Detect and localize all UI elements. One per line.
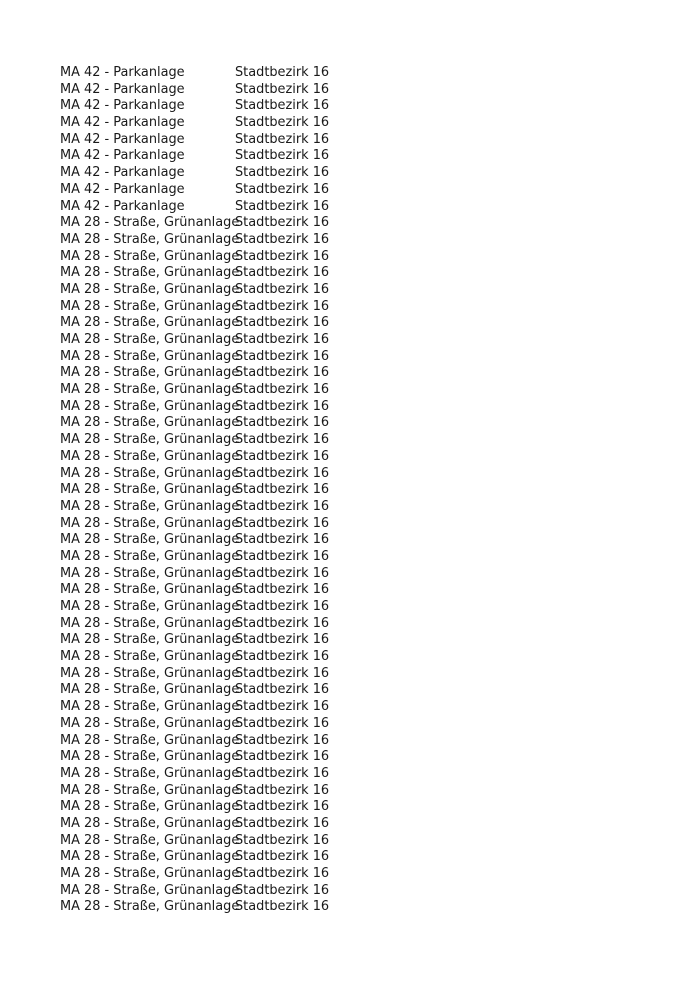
table-row	[60, 482, 355, 499]
cell-source: MA 42 - Parkanlage	[60, 81, 185, 97]
cell-source: MA 42 - Parkanlage	[60, 165, 185, 181]
table-row	[60, 599, 355, 616]
table-row	[60, 165, 355, 182]
cell-district: Stadtbezirk 16	[235, 866, 330, 881]
cell-source: MA 28 - Straße, Grünanlage	[60, 248, 240, 264]
cell-source: MA 42 - Parkanlage	[60, 131, 185, 147]
cell-district: Stadtbezirk 16	[235, 615, 330, 631]
cell-district: Stadtbezirk 16	[235, 565, 330, 581]
cell-source: MA 28 - Straße, Grünanlage	[60, 599, 240, 614]
table-row	[60, 682, 355, 699]
table-row	[60, 883, 355, 900]
cell-source: MA 28 - Straße, Grünanlage	[60, 582, 240, 598]
cell-district: Stadtbezirk 16	[235, 231, 330, 247]
cell-district: Stadtbezirk 16	[235, 415, 330, 431]
cell-source: MA 28 - Straße, Grünanlage	[60, 565, 240, 581]
cell-district: Stadtbezirk 16	[235, 131, 330, 147]
cell-source: MA 42 - Parkanlage	[60, 98, 185, 114]
table-row	[60, 265, 355, 282]
table-row	[60, 249, 355, 266]
cell-source: MA 28 - Straße, Grünanlage	[60, 715, 240, 731]
table-row	[60, 98, 355, 115]
table-row	[60, 766, 355, 783]
cell-district: Stadtbezirk 16	[235, 882, 330, 898]
cell-source: MA 28 - Straße, Grünanlage	[60, 749, 240, 765]
cell-source: MA 28 - Straße, Grünanlage	[60, 815, 240, 831]
table-row	[60, 632, 355, 649]
table-row	[60, 516, 355, 533]
cell-district: Stadtbezirk 16	[235, 315, 330, 331]
cell-district: Stadtbezirk 16	[235, 732, 330, 748]
cell-source: MA 28 - Straße, Grünanlage	[60, 665, 240, 681]
cell-source: MA 28 - Straße, Grünanlage	[60, 448, 240, 464]
table-row	[60, 733, 355, 750]
cell-source: MA 42 - Parkanlage	[60, 181, 185, 197]
cell-district: Stadtbezirk 16	[235, 448, 330, 464]
table-row	[60, 82, 355, 99]
table-row	[60, 399, 355, 416]
cell-district: Stadtbezirk 16	[235, 665, 330, 681]
cell-district: Stadtbezirk 16	[235, 398, 330, 414]
cell-district: Stadtbezirk 16	[235, 649, 330, 665]
cell-source: MA 28 - Straße, Grünanlage	[60, 782, 240, 798]
table-row	[60, 148, 355, 165]
table-row	[60, 866, 355, 883]
cell-district: Stadtbezirk 16	[235, 749, 330, 765]
cell-source: MA 28 - Straße, Grünanlage	[60, 432, 240, 448]
cell-district: Stadtbezirk 16	[235, 532, 330, 548]
cell-district: Stadtbezirk 16	[235, 849, 330, 865]
cell-district: Stadtbezirk 16	[235, 382, 330, 398]
table-row	[60, 783, 355, 800]
table-row	[60, 616, 355, 633]
cell-district: Stadtbezirk 16	[235, 699, 330, 715]
data-table	[60, 65, 355, 916]
cell-source: MA 28 - Straße, Grünanlage	[60, 465, 240, 481]
cell-district: Stadtbezirk 16	[235, 215, 330, 231]
cell-source: MA 28 - Straße, Grünanlage	[60, 398, 240, 414]
cell-source: MA 28 - Straße, Grünanlage	[60, 231, 240, 247]
cell-source: MA 28 - Straße, Grünanlage	[60, 315, 240, 331]
table-row	[60, 716, 355, 733]
cell-source: MA 28 - Straße, Grünanlage	[60, 215, 240, 231]
table-row	[60, 349, 355, 366]
table-row	[60, 282, 355, 299]
table-row	[60, 799, 355, 816]
cell-district: Stadtbezirk 16	[235, 115, 330, 131]
cell-source: MA 28 - Straße, Grünanlage	[60, 298, 240, 314]
cell-source: MA 28 - Straße, Grünanlage	[60, 482, 240, 498]
cell-source: MA 28 - Straße, Grünanlage	[60, 348, 240, 364]
cell-source: MA 28 - Straße, Grünanlage	[60, 765, 240, 781]
cell-district: Stadtbezirk 16	[235, 281, 330, 297]
cell-source: MA 28 - Straße, Grünanlage	[60, 382, 240, 398]
table-row	[60, 816, 355, 833]
table-row	[60, 849, 355, 866]
table-row	[60, 299, 355, 316]
table-row	[60, 215, 355, 232]
cell-source: MA 28 - Straße, Grünanlage	[60, 732, 240, 748]
cell-source: MA 28 - Straße, Grünanlage	[60, 365, 240, 381]
cell-source: MA 28 - Straße, Grünanlage	[60, 498, 240, 514]
cell-source: MA 28 - Straße, Grünanlage	[60, 832, 240, 848]
cell-source: MA 42 - Parkanlage	[60, 198, 185, 214]
cell-district: Stadtbezirk 16	[235, 715, 330, 731]
table-row	[60, 132, 355, 149]
cell-source: MA 28 - Straße, Grünanlage	[60, 332, 240, 347]
cell-source: MA 42 - Parkanlage	[60, 115, 185, 131]
cell-source: MA 28 - Straße, Grünanlage	[60, 632, 240, 648]
cell-district: Stadtbezirk 16	[235, 148, 330, 164]
table-row	[60, 466, 355, 483]
cell-district: Stadtbezirk 16	[235, 765, 330, 781]
cell-source: MA 42 - Parkanlage	[60, 148, 185, 164]
cell-source: MA 28 - Straße, Grünanlage	[60, 799, 240, 815]
table-row	[60, 232, 355, 249]
cell-district: Stadtbezirk 16	[235, 632, 330, 648]
cell-source: MA 28 - Straße, Grünanlage	[60, 265, 240, 281]
table-row	[60, 382, 355, 399]
cell-district: Stadtbezirk 16	[235, 365, 330, 381]
cell-district: Stadtbezirk 16	[235, 248, 330, 264]
cell-district: Stadtbezirk 16	[235, 198, 330, 214]
cell-district: Stadtbezirk 16	[235, 815, 330, 831]
cell-district: Stadtbezirk 16	[235, 465, 330, 481]
table-row	[60, 199, 355, 216]
table-row	[60, 899, 355, 916]
cell-district: Stadtbezirk 16	[235, 582, 330, 598]
cell-source: MA 28 - Straße, Grünanlage	[60, 882, 240, 898]
cell-district: Stadtbezirk 16	[235, 81, 330, 97]
table-row	[60, 415, 355, 432]
cell-district: Stadtbezirk 16	[235, 432, 330, 448]
cell-district: Stadtbezirk 16	[235, 832, 330, 848]
cell-source: MA 28 - Straße, Grünanlage	[60, 532, 240, 548]
cell-source: MA 28 - Straße, Grünanlage	[60, 548, 240, 564]
cell-district: Stadtbezirk 16	[235, 65, 330, 80]
cell-source: MA 42 - Parkanlage	[60, 65, 185, 80]
table-row	[60, 582, 355, 599]
table-row	[60, 432, 355, 449]
cell-source: MA 28 - Straße, Grünanlage	[60, 849, 240, 865]
cell-district: Stadtbezirk 16	[235, 548, 330, 564]
cell-source: MA 28 - Straße, Grünanlage	[60, 899, 240, 915]
cell-district: Stadtbezirk 16	[235, 782, 330, 798]
table-row	[60, 499, 355, 516]
cell-source: MA 28 - Straße, Grünanlage	[60, 415, 240, 431]
cell-source: MA 28 - Straße, Grünanlage	[60, 615, 240, 631]
cell-district: Stadtbezirk 16	[235, 165, 330, 181]
cell-district: Stadtbezirk 16	[235, 599, 330, 614]
table-row	[60, 566, 355, 583]
cell-source: MA 28 - Straße, Grünanlage	[60, 699, 240, 715]
cell-district: Stadtbezirk 16	[235, 98, 330, 114]
cell-district: Stadtbezirk 16	[235, 348, 330, 364]
cell-district: Stadtbezirk 16	[235, 298, 330, 314]
table-row	[60, 315, 355, 332]
table-row	[60, 749, 355, 766]
table-row	[60, 449, 355, 466]
cell-source: MA 28 - Straße, Grünanlage	[60, 682, 240, 698]
cell-district: Stadtbezirk 16	[235, 682, 330, 698]
table-row	[60, 833, 355, 850]
cell-district: Stadtbezirk 16	[235, 332, 330, 347]
cell-source: MA 28 - Straße, Grünanlage	[60, 866, 240, 881]
table-row	[60, 549, 355, 566]
cell-source: MA 28 - Straße, Grünanlage	[60, 515, 240, 531]
table-row	[60, 332, 355, 349]
table-row	[60, 65, 355, 82]
table-row	[60, 115, 355, 132]
cell-district: Stadtbezirk 16	[235, 482, 330, 498]
table-row	[60, 699, 355, 716]
cell-district: Stadtbezirk 16	[235, 181, 330, 197]
table-row	[60, 365, 355, 382]
cell-district: Stadtbezirk 16	[235, 498, 330, 514]
cell-district: Stadtbezirk 16	[235, 799, 330, 815]
cell-district: Stadtbezirk 16	[235, 515, 330, 531]
cell-source: MA 28 - Straße, Grünanlage	[60, 281, 240, 297]
table-row	[60, 532, 355, 549]
table-row	[60, 666, 355, 683]
table-row	[60, 182, 355, 199]
cell-district: Stadtbezirk 16	[235, 265, 330, 281]
table-row	[60, 649, 355, 666]
cell-source: MA 28 - Straße, Grünanlage	[60, 649, 240, 665]
cell-district: Stadtbezirk 16	[235, 899, 330, 915]
